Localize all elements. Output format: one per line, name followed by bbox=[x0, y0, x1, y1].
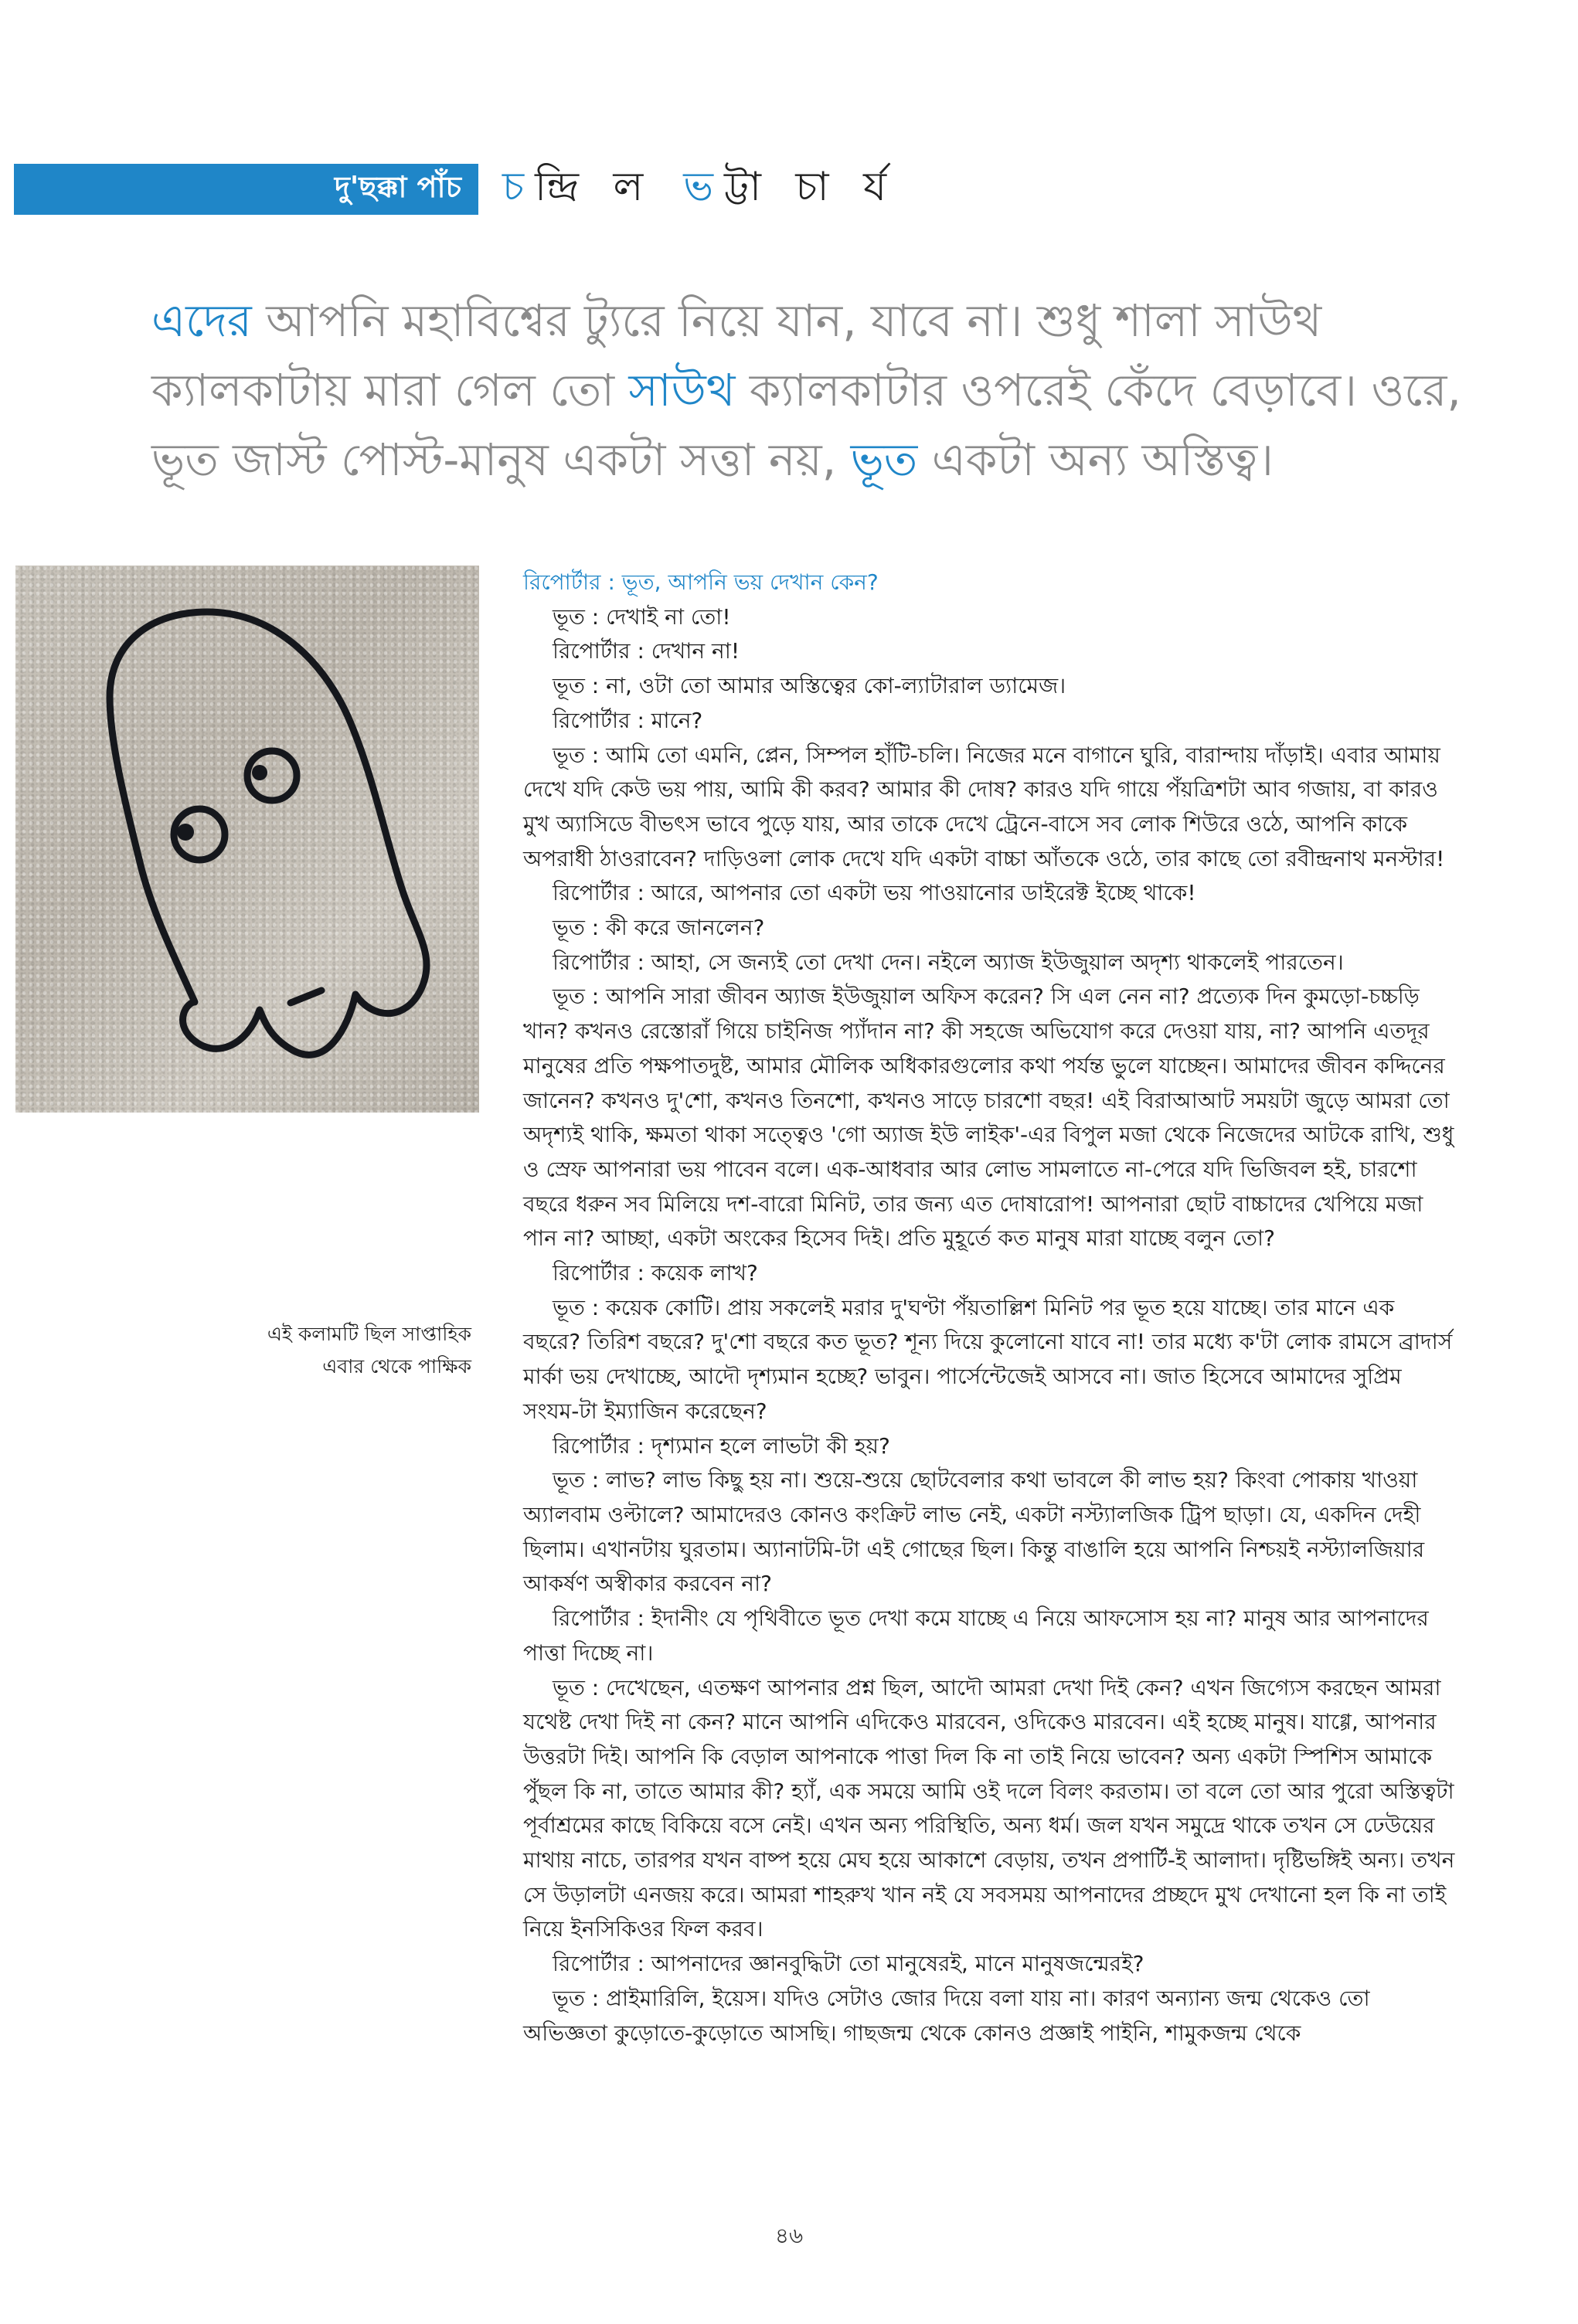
author-first-rest: ন্দ্রি ল bbox=[535, 163, 655, 210]
pull-quote bbox=[151, 286, 1481, 494]
article-paragraph: রিপোর্টার : মানে? bbox=[553, 707, 703, 733]
photo-caption bbox=[116, 1318, 471, 1383]
article-paragraph: রিপোর্টার : আরে, আপনার তো একটা ভয় পাওয়ানোর ডাইরেক্ট ইচ্ছে থাকে! bbox=[553, 880, 1196, 906]
article-paragraph: ভূত : দেখেছেন, এতক্ষণ আপনার প্রশ্ন ছিল, আদৌ আমরা দেখা দিই কেন? এখন জিগ্যেস করছেন আমরা যথেষ্ট দেখা দিই না কেন? মানে আপনি এদিকেও মারবেন, ওদিকেও মারবেন। এই হচ্ছে মানুষ। যাগ্গে, আপনার উত্তরটা দিই। আপনি কি বেড়াল আপনাকে পাত্তা দিল কি না তাই নিয়ে ভাবেন? অন্য একটা স্পিশিস আমাকে পুঁছল কি না, তাতে আমার কী? হ্যাঁ, এক সময়ে আমি ওই দলে বিলং করতাম। তা বলে তো আর পুরো অস্তিত্বটা পূর্বাশ্রমের কাছে বিকিয়ে বসে নেই। এখন অন্য পরিস্থিতি, অন্য ধর্ম। জল যখন সমুদ্রে থাকে তখন সে ঢেউয়ের মাথায় নাচে, তারপর যখন বাষ্প হয়ে মেঘ হয়ে আকাশে বেড়ায়, তখন প্রপার্টি-ই আলাদা। দৃষ্টিভঙ্গিই অন্য। তখন সে উড়ালটা এনজয় করে। আমরা শাহরুখ খান নই যে সবসময় আপনাদের প্রচ্ছদে মুখ দেখানো হল কি না তাই নিয়ে ইনসিকিওর ফিল করব। bbox=[523, 1674, 1455, 1942]
pull-quote-highlight: ভূত bbox=[850, 433, 918, 486]
ghost-doodle-icon bbox=[15, 566, 479, 1113]
article-paragraph: রিপোর্টার : আহা, সে জন্যই তো দেখা দেন। নইলে অ্যাজ ইউজুয়াল অদৃশ্য থাকলেই পারতেন। bbox=[553, 949, 1344, 975]
author-first-initial: চ bbox=[502, 163, 536, 210]
article-paragraph: ভূত : প্রাইমারিলি, ইয়েস। যদিও সেটাও জোর দিয়ে বলা যায় না। কারণ অন্যান্য জন্ম থেকেও তো অভিজ্ঞতা কুড়োতে-কুড়োতে আসছি। গাছজন্ম থেকে কোনও প্রজ্ঞাই পাইনি, শামুকজন্ম থেকে bbox=[523, 1985, 1370, 2046]
author-last-rest: ট্টা চা র্য bbox=[724, 163, 898, 210]
caption-line: এবার থেকে পাক্ষিক bbox=[322, 1355, 471, 1378]
author-last-initial: ভ bbox=[683, 163, 725, 210]
article-paragraph: রিপোর্টার : দৃশ্যমান হলে লাভটা কী হয়? bbox=[553, 1432, 890, 1459]
article-paragraph: ভূত : কী করে জানলেন? bbox=[553, 915, 765, 941]
article-paragraph: ভূত : কয়েক কোটি। প্রায় সকলেই মরার দু'ঘণ্টা পঁয়তাল্লিশ মিনিট পর ভূত হয়ে যাচ্ছে। তার মানে এক বছরে? তিরিশ বছরে? দু'শো বছরে কত ভূত? শূন্য দিয়ে কুলোনো যাবে না! তার মধ্যে ক'টা লোক রামসে ব্রাদার্স মার্কা ভয় দেখাচ্ছে, আদৌ দৃশ্যমান হচ্ছে? ভাবুন। পার্সেন্টেজেই আসবে না। জাত হিসেবে আমাদের সুপ্রিম সংযম-টা ইম্যাজিন করেছেন? bbox=[523, 1294, 1453, 1424]
article-paragraph: ভূত : দেখাই না তো! bbox=[553, 603, 731, 630]
article-paragraph: ভূত : আপনি সারা জীবন অ্যাজ ইউজুয়াল অফিস করেন? সি এল নেন না? প্রত্যেক দিন কুমড়ো-চচ্চড়ি খান? কখনও রেস্তোরাঁ গিয়ে চাইনিজ প্যাঁদান না? কী সহজে অভিযোগ করে দেওয়া যায়, না? আপনি এতদূর মানুষের প্রতি পক্ষপাতদুষ্ট, আমার মৌলিক অধিকারগুলোর কথা পর্যন্ত ভুলে যাচ্ছেন। আমাদের জীবন কদ্দিনের জানেন? কখনও দু'শো, কখনও তিনশো, কখনও সাড়ে চারশো বছর! এই বিরাআআট সময়টা জুড়ে আমরা তো অদৃশ্যই থাকি, ক্ষমতা থাকা সত্ত্বেও 'গো অ্যাজ ইউ লাইক'-এর বিপুল মজা থেকে নিজেদের আটকে রাখি, শুধু ও স্রেফ আপনারা ভয় পাবেন বলে। এক-আধবার আর লোভ সামলাতে না-পেরে যদি ভিজিবল হই, চারশো বছরে ধরুন সব মিলিয়ে দশ-বারো মিনিট, তার জন্য এত দোষারোপ! আপনারা ছোট বাচ্চাদের খেপিয়ে মজা পান না? আচ্ছা, একটা অংকের হিসেব দিই। প্রতি মুহূর্তে কত মানুষ মারা যাচ্ছে বলুন তো? bbox=[523, 984, 1454, 1252]
pull-quote-highlight: সাউথ bbox=[628, 364, 736, 416]
ghost-photo bbox=[15, 566, 479, 1113]
article-body bbox=[523, 566, 1458, 2050]
article-paragraph: রিপোর্টার : ভূত, আপনি ভয় দেখান কেন? bbox=[523, 569, 879, 595]
author-name bbox=[502, 159, 897, 218]
article-paragraph: ভূত : আমি তো এমনি, প্লেন, সিম্পল হাঁটি-চলি। নিজের মনে বাগানে ঘুরি, বারান্দায় দাঁড়াই। এবার আমায় দেখে যদি কেউ ভয় পায়, আমি কী করব? আমার কী দোষ? কারও যদি গায়ে পঁয়ত্রিশটা আব গজায়, বা কারও মুখ অ্যাসিডে বীভৎস ভাবে পুড়ে যায়, আর তাকে দেখে ট্রেনে-বাসে সব লোক শিউরে ওঠে, আপনি কাকে অপরাধী ঠাওরাবেন? দাড়িওলা লোক দেখে যদি একটা বাচ্চা আঁতকে ওঠে, তার কাছে তো রবীন্দ্রনাথ মনস্টার! bbox=[523, 742, 1445, 872]
article-paragraph: ভূত : না, ওটা তো আমার অস্তিত্বের কো-ল্যাটারাল ড্যামেজ। bbox=[553, 673, 1066, 699]
article-paragraph: রিপোর্টার : ইদানীং যে পৃথিবীতে ভূত দেখা কমে যাচ্ছে এ নিয়ে আফসোস হয় না? মানুষ আর আপনাদের পাত্তা দিচ্ছে না। bbox=[523, 1605, 1429, 1666]
pull-quote-text: আপনি মহাবিশ্বের ট্যুরে নিয়ে যান, যাবে না। শুধু শালা সাউথ ক্যালকাটায় মারা গেল তো bbox=[151, 294, 1322, 416]
pull-quote-highlight: এদের bbox=[151, 294, 252, 347]
page-number: ৪৬ bbox=[774, 2223, 804, 2248]
article-paragraph: রিপোর্টার : দেখান না! bbox=[553, 638, 740, 664]
article-paragraph: রিপোর্টার : কয়েক লাখ? bbox=[553, 1260, 758, 1286]
article-paragraph: রিপোর্টার : আপনাদের জ্ঞানবুদ্ধিটা তো মানুষেরই, মানে মানুষজন্মেরই? bbox=[553, 1951, 1144, 1977]
section-label: দু'ছক্কা পাঁচ bbox=[334, 170, 461, 204]
article-paragraph: ভূত : লাভ? লাভ কিছু হয় না। শুয়ে-শুয়ে ছোটবেলার কথা ভাবলে কী লাভ হয়? কিংবা পোকায় খাওয়া অ্যালবাম ওল্টালে? আমাদেরও কোনও কংক্রিট লাভ নেই, একটা নস্ট্যালজিক ট্রিপ ছাড়া। যে, একদিন দেহী ছিলাম। এখানটায় ঘুরতাম। অ্যানাটমি-টা এই গোছের ছিল। কিন্তু বাঙালি হয়ে আপনি নিশ্চয়ই নস্ট্যালজিয়ার আকর্ষণ অস্বীকার করবেন না? bbox=[523, 1467, 1425, 1597]
pull-quote-text: ক্যালকাটার ওপরেই কেঁদে বেড়াবে। ওরে, ভূত জাস্ট পোস্ট-মানুষ একটা সত্তা নয়, bbox=[151, 364, 1461, 486]
pull-quote-text: একটা অন্য অস্তিত্ব। bbox=[917, 433, 1274, 486]
caption-line: এই কলামটি ছিল সাপ্তাহিক bbox=[267, 1323, 471, 1345]
section-label-band bbox=[14, 164, 478, 215]
